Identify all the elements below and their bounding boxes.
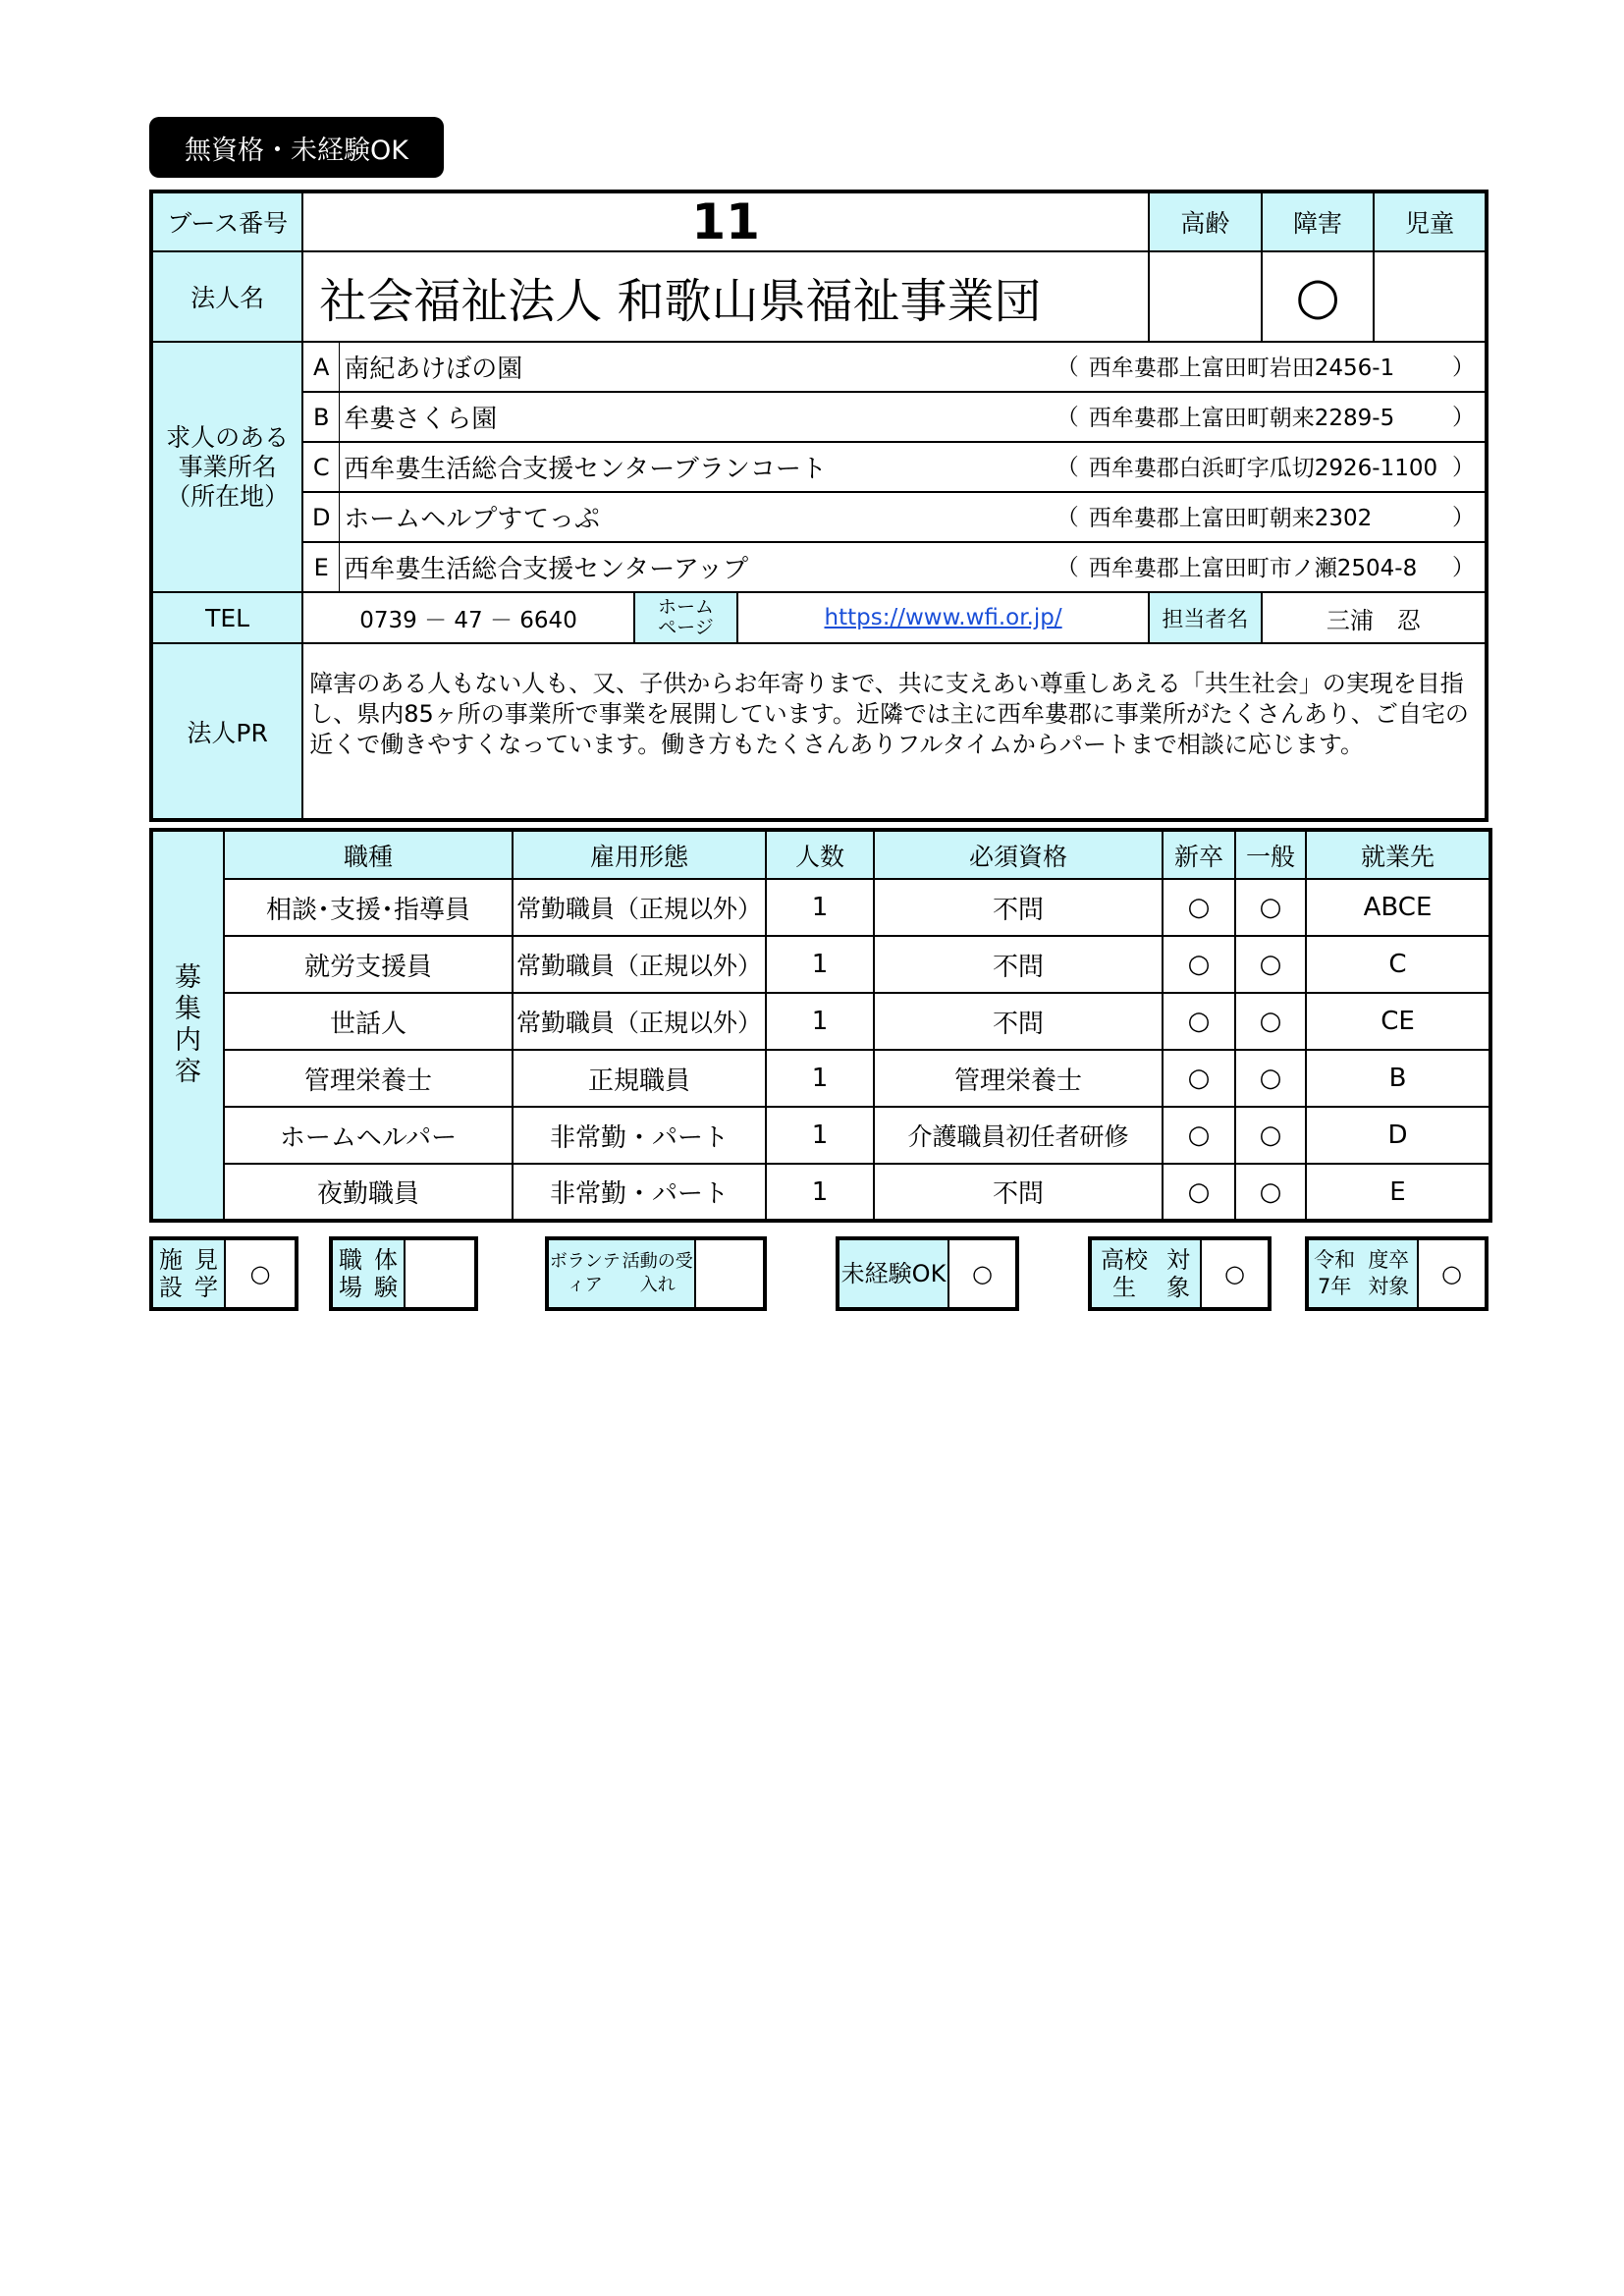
general-mark: ○ (1235, 1164, 1306, 1221)
header-job-type: 職種 (224, 830, 513, 879)
mark-elderly (1149, 251, 1262, 342)
facility-address: （ 西牟婁郡上富田町市ノ瀬2504-8 ） (1045, 542, 1487, 592)
tel-number: 0739 － 47 － 6640 (302, 592, 634, 643)
general-mark: ○ (1235, 879, 1306, 936)
new-graduate-mark: ○ (1163, 1107, 1235, 1164)
graduate-target-mark: ○ (1441, 1260, 1462, 1287)
contact-person-label: 担当者名 (1149, 592, 1262, 643)
workplace: ABCE (1306, 879, 1490, 936)
facility-name: 西牟婁生活総合支援センターアップ (340, 542, 1045, 592)
job-type: 相談･支援･指導員 (224, 879, 513, 936)
job-type: 夜勤職員 (224, 1164, 513, 1221)
new-graduate-mark: ○ (1163, 879, 1235, 936)
table-row (151, 1164, 1490, 1221)
employment-type: 常勤職員（正規以外） (513, 993, 766, 1050)
unqualified-ok-badge: 無資格・未経験OK (149, 117, 444, 178)
table-row (151, 936, 1490, 993)
workplace-experience-label: 職場 体験 (333, 1240, 406, 1307)
volunteer-mark (696, 1240, 763, 1307)
header-employment-type: 雇用形態 (513, 830, 766, 879)
facility-tour-label: 施設 見学 (153, 1240, 226, 1307)
general-mark: ○ (1235, 1050, 1306, 1107)
high-school-box (1088, 1236, 1272, 1311)
required-qualification: 不問 (874, 1164, 1163, 1221)
workplace: E (1306, 1164, 1490, 1221)
job-type: 管理栄養士 (224, 1050, 513, 1107)
headcount: 1 (766, 1050, 874, 1107)
homepage-link[interactable]: https://www.wfi.or.jp/ (737, 592, 1149, 643)
facility-letter: E (302, 542, 340, 592)
facility-name: ホームヘルプすてっぷ (340, 492, 1045, 542)
header-new-graduate: 新卒 (1163, 830, 1235, 879)
new-graduate-mark: ○ (1163, 1164, 1235, 1221)
facility-name: 西牟婁生活総合支援センターブランコート (340, 442, 1045, 492)
general-mark: ○ (1235, 936, 1306, 993)
general-mark: ○ (1235, 1107, 1306, 1164)
facility-name: 牟婁さくら園 (340, 392, 1045, 442)
new-graduate-mark: ○ (1163, 993, 1235, 1050)
facility-letter: C (302, 442, 340, 492)
headcount: 1 (766, 1107, 874, 1164)
workplace-experience-box (329, 1236, 478, 1311)
mark-child (1374, 251, 1487, 342)
workplace: C (1306, 936, 1490, 993)
workplace: B (1306, 1050, 1490, 1107)
tel-label: TEL (151, 592, 302, 643)
headcount: 1 (766, 879, 874, 936)
employment-type: 正規職員 (513, 1050, 766, 1107)
pr-text: 障害のある人もない人も、又、子供からお年寄りまで、共に支えあい尊重しあえる「共生社会」の実現を目指し、県内85ヶ所の事業所で事業を展開しています。近隣では主に西牟婁郡に事業所がたくさんあり、ご自宅の近くで働きやすくなっています。働き方もたくさんありフルタイムからパートまで相談に応じます。 (302, 643, 1487, 820)
volunteer-label: ボランティア 活動の受入れ (549, 1240, 696, 1307)
table-row (151, 1107, 1490, 1164)
required-qualification: 不問 (874, 936, 1163, 993)
category-disabled: 障害 (1262, 191, 1375, 251)
header-required-qualification: 必須資格 (874, 830, 1163, 879)
required-qualification: 管理栄養士 (874, 1050, 1163, 1107)
facility-tour-mark: ○ (249, 1260, 271, 1287)
new-graduate-mark: ○ (1163, 1050, 1235, 1107)
table-row (151, 1050, 1490, 1107)
facility-address: （ 西牟婁郡上富田町朝来2302 ） (1045, 492, 1487, 542)
table-row (151, 879, 1490, 936)
booth-label: ブース番号 (151, 191, 302, 251)
recruitment-table (149, 828, 1492, 1223)
no-experience-mark: ○ (972, 1260, 993, 1287)
no-experience-label: 未経験 OK (839, 1240, 949, 1307)
high-school-mark: ○ (1224, 1260, 1245, 1287)
job-type: ホームヘルパー (224, 1107, 513, 1164)
required-qualification: 不問 (874, 993, 1163, 1050)
graduate-target-label: 令和7年 度卒対象 (1309, 1240, 1419, 1307)
employment-type: 非常勤・パート (513, 1164, 766, 1221)
job-type: 世話人 (224, 993, 513, 1050)
no-experience-box (836, 1236, 1019, 1311)
table-row (151, 993, 1490, 1050)
corp-name: 社会福祉法人 和歌山県福祉事業団 (302, 251, 1149, 342)
workplace: D (1306, 1107, 1490, 1164)
facility-address: （ 西牟婁郡白浜町字瓜切2926-1100 ） (1045, 442, 1487, 492)
booth-number: 11 (302, 191, 1149, 251)
employment-type: 非常勤・パート (513, 1107, 766, 1164)
facility-letter: B (302, 392, 340, 442)
workplace: CE (1306, 993, 1490, 1050)
required-qualification: 介護職員初任者研修 (874, 1107, 1163, 1164)
header-workplace: 就業先 (1306, 830, 1490, 879)
headcount: 1 (766, 1164, 874, 1221)
graduate-target-box (1305, 1236, 1489, 1311)
category-elderly: 高齢 (1149, 191, 1262, 251)
corporation-info-table (149, 190, 1489, 822)
headcount: 1 (766, 993, 874, 1050)
facilities-label: 求人のある 事業所名 （所在地） (151, 342, 302, 592)
corp-name-label: 法人名 (151, 251, 302, 342)
employment-type: 常勤職員（正規以外） (513, 879, 766, 936)
mark-disabled: ○ (1262, 251, 1375, 342)
workplace-experience-mark (406, 1240, 474, 1307)
pr-label: 法人PR (151, 643, 302, 820)
recruitment-side-label: 募 集 内 容 (151, 830, 224, 1221)
high-school-label: 高校生 対象 (1092, 1240, 1202, 1307)
facility-letter: A (302, 342, 340, 392)
header-headcount: 人数 (766, 830, 874, 879)
headcount: 1 (766, 936, 874, 993)
employment-type: 常勤職員（正規以外） (513, 936, 766, 993)
facility-name: 南紀あけぼの園 (340, 342, 1045, 392)
header-general: 一般 (1235, 830, 1306, 879)
required-qualification: 不問 (874, 879, 1163, 936)
facility-letter: D (302, 492, 340, 542)
contact-person: 三浦 忍 (1262, 592, 1487, 643)
category-child: 児童 (1374, 191, 1487, 251)
facility-address: （ 西牟婁郡上富田町岩田2456-1 ） (1045, 342, 1487, 392)
homepage-label: ホーム ページ (634, 592, 737, 643)
job-type: 就労支援員 (224, 936, 513, 993)
general-mark: ○ (1235, 993, 1306, 1050)
volunteer-box (545, 1236, 767, 1311)
new-graduate-mark: ○ (1163, 936, 1235, 993)
facility-address: （ 西牟婁郡上富田町朝来2289-5 ） (1045, 392, 1487, 442)
facility-tour-box (149, 1236, 298, 1311)
